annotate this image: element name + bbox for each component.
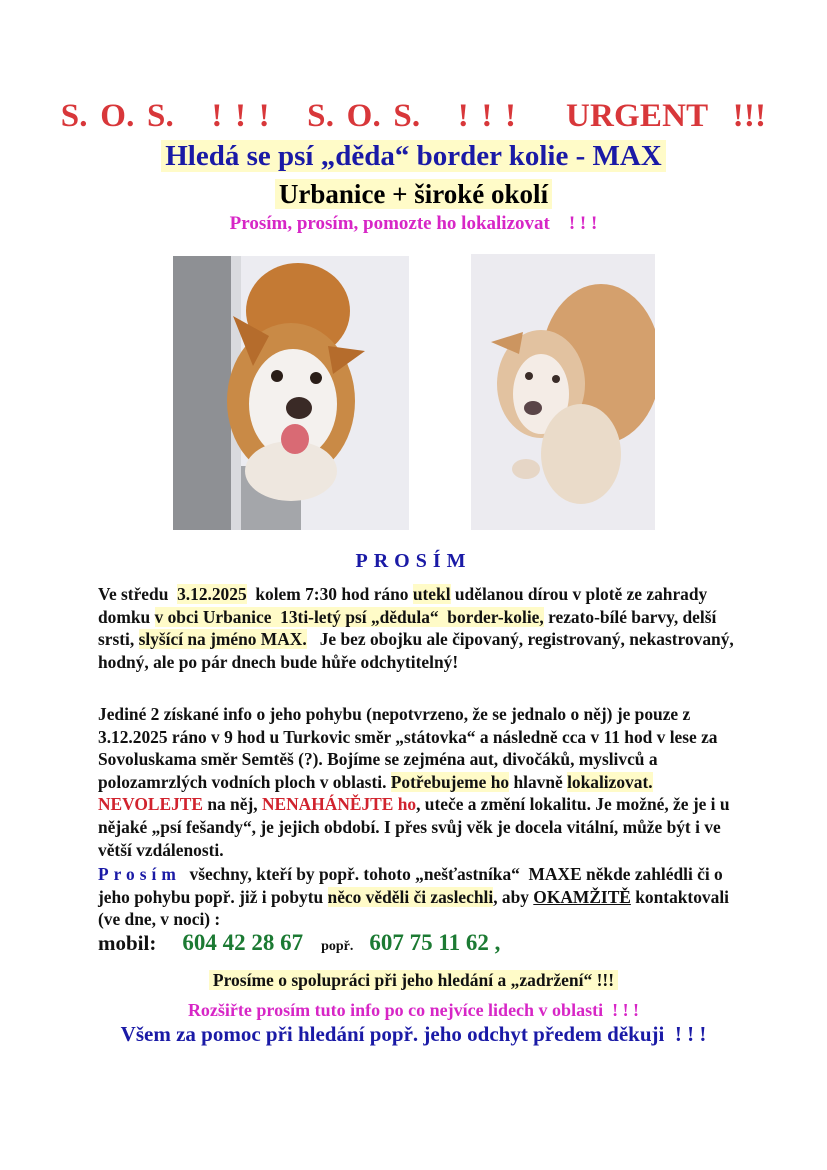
cooperation-line [0,970,827,991]
dog-photo-1 [173,256,409,530]
text: , aby [493,886,534,907]
dog-photo-2 [471,254,655,530]
text: kontaktovali (ve dne, v noci) : [98,886,729,930]
text: Jediné 2 získané info o jeho pohybu (nepotvrzeno, že se jednalo o něj) je pouze z 3.12.2025 ráno v 9 hod u Turkovic směr „státovka“ a následně cca v 11 hod v lese za Sovoluskama směr Semtěš (?). Bojíme se zejména aut, divočáků, myslivců a polozamrzlých vodních ploch v oblasti. [98,704,718,792]
text: , uteče a změní lokalitu. Je možné, že je i u nějaké „psí fešandy“, je jejich období. I přes svůj věk je docela vitální, může být i ve větší vzdálenosti. [98,794,730,860]
paragraph-escape-details [98,583,738,673]
thanks-line: Všem za pomoc při hledání popř. jeho odchyt předem děkuji ! ! ! [120,1022,707,1046]
poster-title-text: Hledá se psí „děda“ border kolie - MAX [161,140,666,172]
name-highlight: slyšící na jméno MAX. [138,629,307,650]
immediately-underlined: OKAMŽITĚ [533,886,631,907]
location-subtitle [0,179,827,210]
phone-number-2[interactable]: 607 75 11 62 , [369,930,501,955]
dog-photo-2-image [471,254,655,530]
plea-line: Prosím, prosím, pomozte ho lokalizovat ! ! ! [229,213,598,234]
mobile-label: mobil: [98,931,157,955]
escaped-highlight: utekl [412,584,451,604]
text: Je bez obojku ale čipovaný, registrovaný, nekastrovaný, hodný, ale po pár dnech bude hůře odchytitelný! [98,629,739,672]
prosim-heading: PROSÍM [355,550,472,572]
text: rezato-bílé barvy, delší srsti, [98,606,717,650]
or-label: popř. [321,939,354,954]
paragraph-contact-request [98,863,738,931]
cooperation-text: Prosíme o spolupráci při jeho hledání a „zadržení“ !!! [209,970,618,990]
text [653,772,657,792]
text: Ve středu [98,584,178,604]
place-highlight: v obci Urbanice 13ti-letý psí „dědula“ border-kolie, [154,606,544,627]
text: kolem 7:30 hod ráno [246,584,413,604]
text: na něj, [203,794,262,815]
do-not-chase-warning: NENAHÁNĚJTE ho [261,794,417,815]
paragraph-sightings [98,703,738,861]
location-text: Urbanice + široké okolí [275,179,552,209]
heard-highlight: něco věděli či zaslechli [327,886,494,907]
poster-title [0,140,827,173]
share-line: Rozšiřte prosím tuto info po co nejvíce lidech v oblasti ! ! ! [187,1000,640,1020]
prosim-inline: Prosím [98,864,181,884]
phone-number-1[interactable]: 604 42 28 67 [182,930,304,955]
do-not-call-warning: NEVOLEJTE [98,794,203,815]
contact-line [98,930,500,956]
date-highlight: 3.12.2025 [177,584,247,604]
dog-photo-1-image [173,256,409,530]
need-highlight: Potřebujeme ho [390,771,510,792]
text: hlavně [509,771,568,792]
text: všechny, kteří by popř. tohoto „nešťastníka“ MAXE někde zahlédli či o jeho pohybu popř. již i pobytu [98,864,728,907]
localize-highlight: lokalizovat. [567,771,653,792]
sos-header: S. O. S. ! ! ! S. O. S. ! ! ! URGENT !!! [60,98,767,134]
text: udělanou dírou v plotě ze zahrady domku [98,584,708,627]
